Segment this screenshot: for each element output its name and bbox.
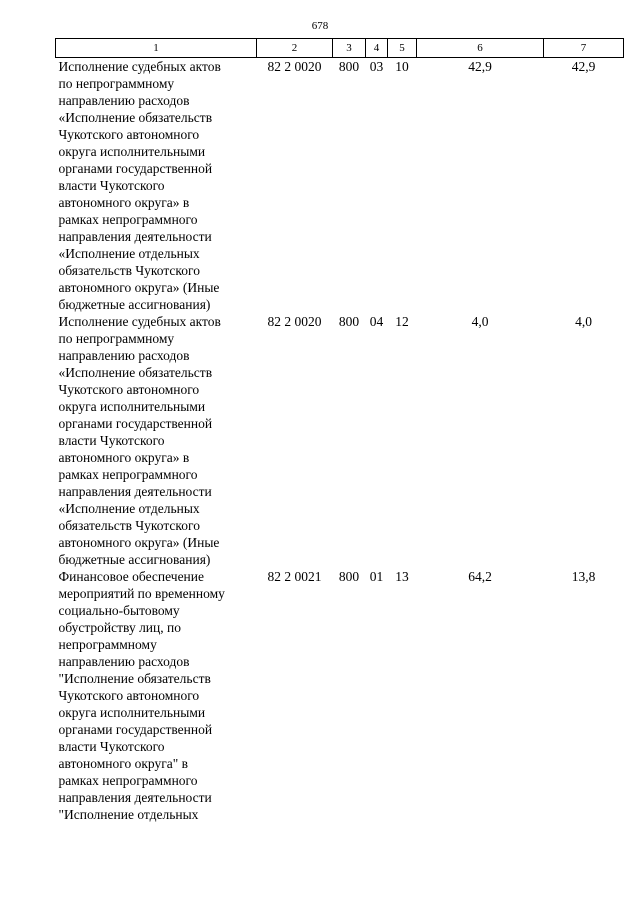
description-line: направлению расходов [58, 654, 190, 669]
description-line: бюджетные ассигнования) [58, 552, 211, 567]
row-description [56, 58, 257, 314]
description-line: Чукотского автономного [58, 382, 200, 397]
description-line: направления деятельности [58, 484, 212, 499]
description-line: рамках непрограммного [58, 467, 198, 482]
description-line: власти Чукотского [58, 433, 165, 448]
table-header [56, 39, 624, 58]
row-value-6: 42,9 [468, 59, 492, 74]
description-line: Исполнение судебных актов [58, 59, 221, 74]
page-number: 678 [311, 20, 329, 32]
description-line: Чукотского автономного [58, 127, 200, 142]
description-line: автономного округа» (Иные [58, 280, 220, 295]
description-line: власти Чукотского [58, 739, 165, 754]
description-line: округа исполнительными [58, 144, 206, 159]
row-description [56, 568, 257, 823]
row-code: 82 2 0020 [267, 314, 322, 329]
row-section: 03 [369, 59, 384, 74]
description-line: власти Чукотского [58, 178, 165, 193]
budget-table [55, 38, 624, 823]
row-subsection: 12 [395, 314, 409, 329]
row-section: 04 [369, 314, 384, 329]
column-header-5: 5 [388, 39, 417, 58]
description-line: рамках непрограммного [58, 773, 198, 788]
row-subsection: 10 [395, 59, 409, 74]
description-line: по непрограммному [58, 331, 175, 346]
row-value-7: 4,0 [575, 314, 592, 329]
description-line: направления деятельности [58, 229, 212, 244]
description-line: Исполнение судебных актов [58, 314, 221, 329]
row-value-7: 13,8 [571, 569, 596, 584]
column-header-7: 7 [544, 39, 624, 58]
row-code: 82 2 0021 [267, 569, 322, 584]
description-line: непрограммному [58, 637, 157, 652]
description-line: органами государственной [58, 416, 213, 431]
row-value-6: 64,2 [468, 569, 492, 584]
header-row [56, 39, 624, 58]
row-code: 82 2 0020 [267, 59, 322, 74]
description-line: «Исполнение обязательств [58, 110, 213, 125]
table-row [56, 313, 624, 568]
description-line: «Исполнение отдельных [58, 501, 200, 516]
description-line: обязательств Чукотского [58, 518, 200, 533]
description-line: «Исполнение отдельных [58, 246, 200, 261]
row-value-7: 42,9 [571, 59, 596, 74]
row-value-6: 4,0 [471, 314, 489, 329]
description-line: мероприятий по временному [58, 586, 225, 601]
table-row [56, 568, 624, 823]
row-description [56, 313, 257, 568]
column-header-1: 1 [56, 39, 257, 58]
description-line: обустройству лиц, по [58, 620, 181, 635]
table-body [56, 58, 624, 824]
column-header-6: 6 [417, 39, 544, 58]
description-line: автономного округа» в [58, 450, 190, 465]
column-header-2: 2 [257, 39, 333, 58]
description-line: органами государственной [58, 161, 213, 176]
description-line: Финансовое обеспечение [58, 569, 205, 584]
description-line: органами государственной [58, 722, 213, 737]
description-line: автономного округа» (Иные [58, 535, 220, 550]
description-line: по непрограммному [58, 76, 175, 91]
description-line: автономного округа» в [58, 195, 190, 210]
row-type: 800 [338, 59, 360, 74]
description-line: автономного округа" в [58, 756, 188, 771]
description-line: округа исполнительными [58, 399, 206, 414]
row-section: 01 [369, 569, 384, 584]
description-line: «Исполнение обязательств [58, 365, 213, 380]
column-header-4: 4 [366, 39, 388, 58]
row-subsection: 13 [395, 569, 409, 584]
description-line: округа исполнительными [58, 705, 206, 720]
description-line: "Исполнение отдельных [58, 807, 199, 822]
description-line: рамках непрограммного [58, 212, 198, 227]
table-row [56, 58, 624, 314]
column-header-3: 3 [333, 39, 366, 58]
description-line: направления деятельности [58, 790, 212, 805]
description-line: обязательств Чукотского [58, 263, 200, 278]
description-line: Чукотского автономного [58, 688, 200, 703]
description-line: социально-бытовому [58, 603, 180, 618]
description-line: направлению расходов [58, 348, 190, 363]
description-line: направлению расходов [58, 93, 190, 108]
description-line: "Исполнение обязательств [58, 671, 211, 686]
description-line: бюджетные ассигнования) [58, 297, 211, 312]
row-type: 800 [338, 569, 360, 584]
row-type: 800 [338, 314, 360, 329]
